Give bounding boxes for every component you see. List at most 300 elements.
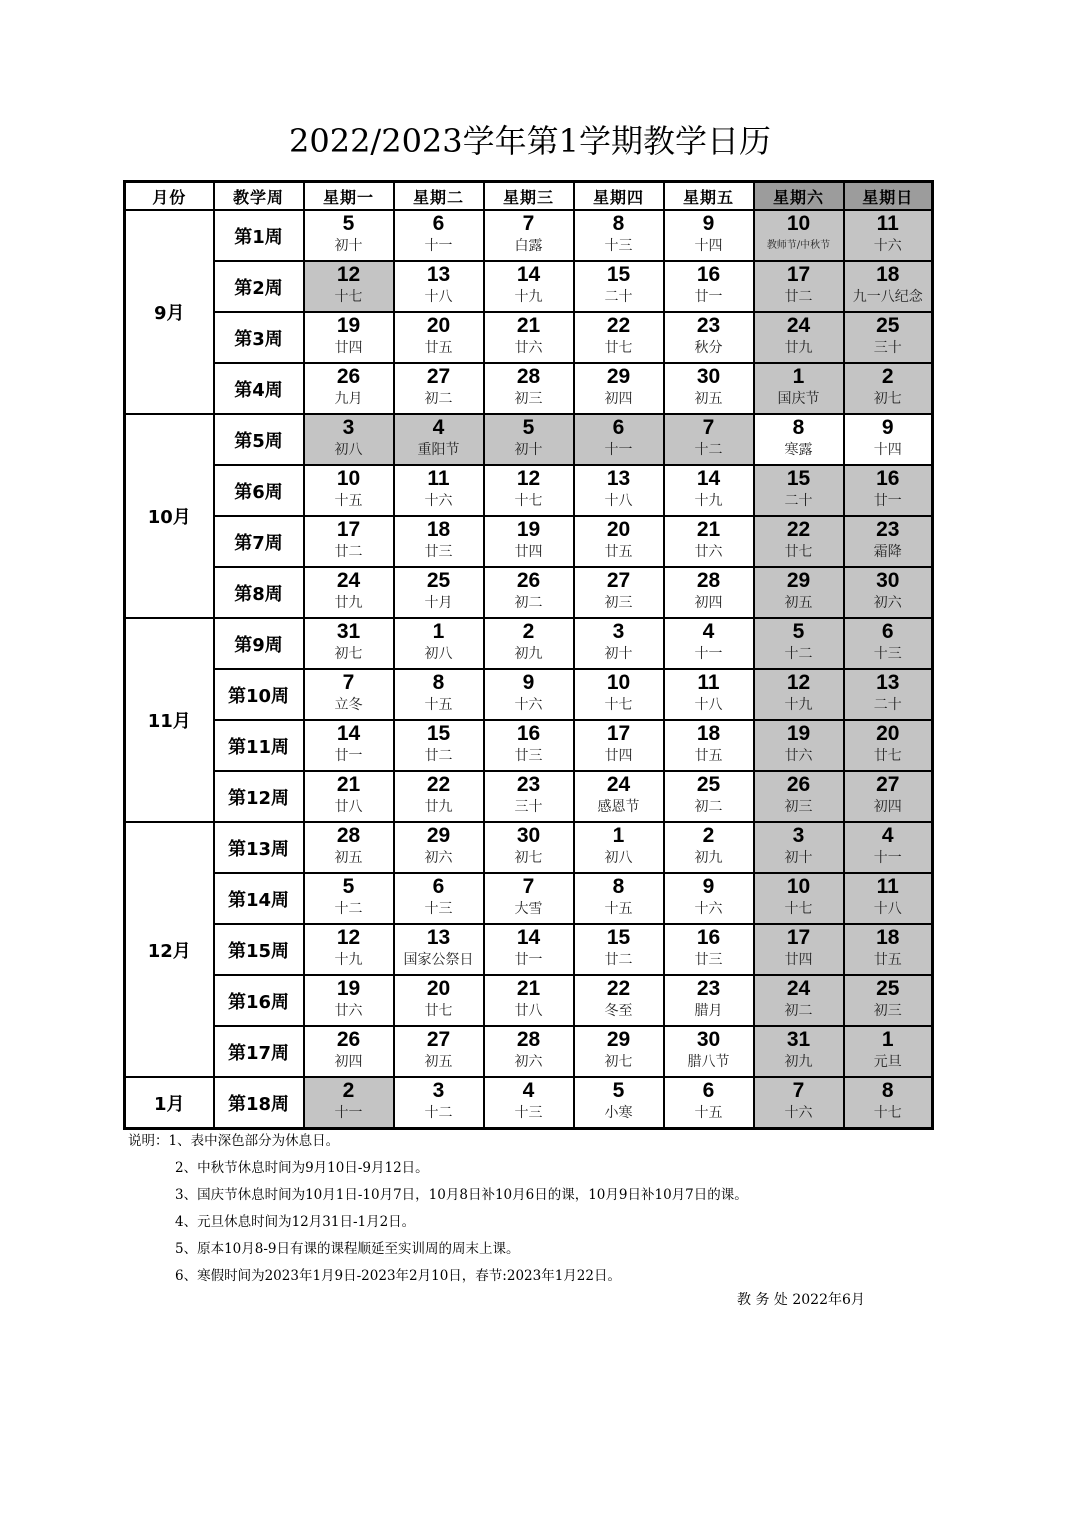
lunar-label: 十八 [873,901,902,917]
day-number: 4 [702,620,715,643]
week-label: 第4周 [214,363,304,414]
day-number: 28 [516,365,541,388]
day-cell [304,669,394,720]
rest-day-cell [754,567,844,618]
day-cell [664,567,754,618]
day-cell [394,771,484,822]
lunar-label: 初十 [784,850,813,866]
day-cell [574,516,664,567]
lunar-label: 十九 [694,493,723,509]
lunar-label: 廿二 [424,748,453,764]
lunar-label: 二十 [784,493,813,509]
day-number: 24 [336,569,361,592]
lunar-label: 十七 [604,697,633,713]
day-number: 18 [696,722,721,745]
rest-day-cell [844,873,933,924]
day-number: 20 [606,518,631,541]
day-cell [304,924,394,975]
note-line: 说明：1、表中深色部分为休息日。 [128,1133,340,1149]
day-cell [844,414,933,465]
lunar-label: 寒露 [784,442,813,458]
lunar-label: 十一 [604,442,633,458]
lunar-label: 廿二 [604,952,633,968]
day-number: 20 [426,977,451,1000]
day-cell [394,1026,484,1077]
rest-day-cell [394,414,484,465]
lunar-label: 廿四 [604,748,633,764]
lunar-label: 十二 [334,901,363,917]
teaching-calendar-table [123,180,934,1130]
week-row [125,516,933,567]
day-number: 23 [516,773,541,796]
day-number: 3 [792,824,805,847]
day-cell [394,669,484,720]
day-cell [754,414,844,465]
day-cell [664,822,754,873]
day-cell [394,465,484,516]
lunar-label: 大雪 [514,901,543,917]
day-cell [664,873,754,924]
day-number: 6 [432,875,445,898]
rest-day-cell [754,720,844,771]
day-number: 31 [336,620,361,643]
day-number: 8 [612,875,625,898]
lunar-label: 霜降 [873,544,902,560]
day-cell [304,975,394,1026]
lunar-label: 立冬 [334,697,363,713]
rest-day-cell [304,1077,394,1129]
day-cell [574,465,664,516]
lunar-label: 初九 [784,1054,813,1070]
header-mon: 星期一 [304,182,394,211]
lunar-label: 二十 [604,289,633,305]
lunar-label: 九一八纪念 [852,289,923,305]
week-label: 第16周 [214,975,304,1026]
week-label: 第10周 [214,669,304,720]
day-cell [304,873,394,924]
lunar-label: 廿一 [334,748,363,764]
lunar-label: 廿三 [514,748,543,764]
day-cell [574,210,664,261]
lunar-label: 廿六 [784,748,813,764]
lunar-label: 初七 [873,391,902,407]
day-number: 20 [876,722,900,745]
day-number: 30 [516,824,541,847]
day-number: 15 [786,467,811,490]
rest-day-cell [754,210,844,261]
lunar-label: 三十 [873,340,902,356]
header-week: 教学周 [214,182,304,211]
week-label: 第17周 [214,1026,304,1077]
lunar-label: 十五 [694,1105,723,1121]
day-number: 29 [606,365,631,388]
day-cell [304,1026,394,1077]
month-cell: 11月 [125,618,214,822]
lunar-label: 十七 [334,289,363,305]
note-line: 5、原本10月8-9日有课的课程顺延至实训周的周末上课。 [175,1241,520,1257]
day-number: 19 [336,977,361,1000]
rest-day-cell [754,618,844,669]
day-cell [664,1026,754,1077]
day-number: 17 [786,263,811,286]
lunar-label: 廿五 [873,952,902,968]
week-row [125,414,933,465]
day-number: 22 [786,518,811,541]
rest-day-cell [664,414,754,465]
rest-day-cell [844,516,933,567]
lunar-label: 廿九 [334,595,363,611]
lunar-label: 十月 [424,595,453,611]
day-number: 23 [876,518,900,541]
day-number: 25 [876,314,900,337]
day-cell [574,771,664,822]
week-row [125,210,933,261]
day-number: 31 [786,1028,811,1051]
day-number: 14 [516,926,541,949]
day-number: 7 [342,671,355,694]
day-number: 16 [696,263,721,286]
day-cell [484,720,574,771]
day-number: 6 [702,1079,715,1102]
lunar-label: 廿七 [873,748,902,764]
day-number: 16 [696,926,721,949]
lunar-label: 十九 [334,952,363,968]
day-number: 20 [426,314,451,337]
rest-day-cell [844,975,933,1026]
week-label: 第7周 [214,516,304,567]
rest-day-cell [844,618,933,669]
day-number: 2 [702,824,715,847]
day-number: 17 [336,518,361,541]
day-cell [304,771,394,822]
week-row [125,873,933,924]
day-cell [484,312,574,363]
week-row [125,771,933,822]
day-number: 26 [516,569,541,592]
week-label: 第1周 [214,210,304,261]
day-number: 24 [786,977,811,1000]
week-label: 第3周 [214,312,304,363]
day-cell [664,363,754,414]
rest-day-cell [754,924,844,975]
lunar-label: 廿七 [604,340,633,356]
day-number: 17 [786,926,811,949]
day-number: 26 [336,1028,361,1051]
week-label: 第14周 [214,873,304,924]
lunar-label: 十二 [694,442,723,458]
day-number: 6 [432,212,445,235]
lunar-label: 初五 [784,595,813,611]
day-number: 28 [516,1028,541,1051]
lunar-label: 廿六 [334,1003,363,1019]
week-row [125,924,933,975]
day-number: 2 [342,1079,355,1102]
week-label: 第2周 [214,261,304,312]
day-number: 30 [696,1028,721,1051]
month-cell: 12月 [125,822,214,1077]
day-number: 2 [522,620,535,643]
lunar-label: 十一 [424,238,453,254]
day-number: 10 [606,671,631,694]
header-tue: 星期二 [394,182,484,211]
lunar-label: 十八 [694,697,723,713]
lunar-label: 十三 [604,238,633,254]
lunar-label: 初三 [604,595,633,611]
lunar-label: 秋分 [694,340,723,356]
day-number: 5 [792,620,805,643]
day-cell [484,1077,574,1129]
lunar-label: 国庆节 [777,391,820,407]
day-cell [304,312,394,363]
day-cell [304,516,394,567]
day-cell [664,465,754,516]
day-number: 16 [516,722,541,745]
day-number: 15 [606,263,631,286]
day-cell [484,873,574,924]
lunar-label: 初四 [694,595,723,611]
day-cell [574,669,664,720]
day-number: 9 [702,212,715,235]
day-number: 22 [606,977,631,1000]
lunar-label: 腊月 [694,1003,723,1019]
day-number: 25 [876,977,900,1000]
day-number: 3 [432,1079,445,1102]
day-number: 13 [876,671,900,694]
lunar-label: 初九 [694,850,723,866]
rest-day-cell [574,414,664,465]
note-line: 4、元旦休息时间为12月31日-1月2日。 [175,1214,416,1230]
rest-day-cell [754,669,844,720]
lunar-label: 十九 [514,289,543,305]
lunar-label: 廿二 [334,544,363,560]
day-number: 4 [522,1079,535,1102]
lunar-label: 廿九 [424,799,453,815]
day-cell [484,465,574,516]
lunar-label: 十三 [424,901,453,917]
rest-day-cell [754,873,844,924]
rest-day-cell [844,924,933,975]
notes [128,1128,748,1290]
lunar-label: 初七 [334,646,363,662]
month-cell: 10月 [125,414,214,618]
lunar-label: 廿六 [694,544,723,560]
day-cell [664,924,754,975]
lunar-label: 国家公祭日 [403,952,474,968]
day-cell [484,261,574,312]
week-row [125,261,933,312]
lunar-label: 十一 [334,1105,363,1121]
lunar-label: 十九 [784,697,813,713]
note-line: 3、国庆节休息时间为10月1日-10月7日，10月8日补10月6日的课，10月9日补10月7日的课。 [175,1187,748,1203]
day-number: 11 [876,875,899,898]
day-cell [394,363,484,414]
day-cell [394,975,484,1026]
day-number: 7 [522,212,535,235]
week-label: 第12周 [214,771,304,822]
month-cell: 1月 [125,1077,214,1129]
day-cell [484,822,574,873]
day-number: 26 [336,365,361,388]
day-number: 11 [427,467,450,490]
signature: 教 务 处 2022年6月 [737,1292,865,1308]
lunar-label: 廿八 [334,799,363,815]
week-label: 第18周 [214,1077,304,1129]
lunar-label: 十二 [784,646,813,662]
day-number: 28 [336,824,361,847]
rest-day-cell [844,312,933,363]
lunar-label: 初八 [604,850,633,866]
lunar-label: 廿四 [514,544,543,560]
day-cell [664,669,754,720]
week-label: 第15周 [214,924,304,975]
header-wed: 星期三 [484,182,574,211]
lunar-label: 十六 [873,238,902,254]
day-number: 27 [426,365,451,388]
lunar-label: 二十 [873,697,902,713]
lunar-label: 腊八节 [687,1054,730,1070]
day-number: 15 [606,926,631,949]
day-number: 21 [696,518,721,541]
day-number: 21 [516,977,541,1000]
rest-day-cell [844,465,933,516]
day-number: 7 [702,416,715,439]
lunar-label: 廿六 [514,340,543,356]
day-number: 7 [522,875,535,898]
lunar-label: 十五 [604,901,633,917]
day-number: 12 [516,467,541,490]
lunar-label: 十四 [873,442,902,458]
lunar-label: 教师节/中秋节 [766,240,831,251]
rest-day-cell [754,516,844,567]
day-number: 10 [786,875,811,898]
lunar-label: 十五 [334,493,363,509]
day-cell [664,771,754,822]
day-number: 14 [336,722,361,745]
week-row [125,1077,933,1129]
day-number: 12 [336,263,361,286]
lunar-label: 十一 [694,646,723,662]
rest-day-cell [754,465,844,516]
day-number: 14 [516,263,541,286]
day-number: 4 [432,416,445,439]
lunar-label: 初三 [514,391,543,407]
day-number: 13 [426,263,451,286]
day-cell [574,822,664,873]
week-label: 第13周 [214,822,304,873]
lunar-label: 廿一 [694,289,723,305]
day-cell [574,567,664,618]
lunar-label: 十二 [424,1105,453,1121]
lunar-label: 廿五 [604,544,633,560]
lunar-label: 初二 [424,391,453,407]
day-number: 5 [342,875,355,898]
lunar-label: 初二 [514,595,543,611]
rest-day-cell [844,771,933,822]
note-line: 2、中秋节休息时间为9月10日-9月12日。 [175,1160,429,1176]
lunar-label: 十六 [424,493,453,509]
rest-day-cell [844,210,933,261]
day-cell [394,720,484,771]
day-number: 5 [342,212,355,235]
day-number: 9 [522,671,535,694]
lunar-label: 廿四 [334,340,363,356]
day-number: 23 [696,314,721,337]
lunar-label: 十六 [784,1105,813,1121]
day-number: 23 [696,977,721,1000]
day-number: 19 [336,314,361,337]
rest-day-cell [754,261,844,312]
day-number: 6 [881,620,894,643]
day-number: 24 [606,773,631,796]
day-cell [484,210,574,261]
day-number: 1 [612,824,625,847]
day-cell [664,261,754,312]
day-number: 29 [426,824,451,847]
lunar-label: 廿四 [784,952,813,968]
day-number: 8 [612,212,625,235]
day-number: 19 [786,722,811,745]
day-cell [394,822,484,873]
lunar-label: 元旦 [873,1054,902,1070]
rest-day-cell [304,414,394,465]
day-number: 15 [426,722,451,745]
day-number: 22 [426,773,451,796]
day-cell [574,720,664,771]
lunar-label: 廿五 [694,748,723,764]
day-cell [484,363,574,414]
lunar-label: 冬至 [604,1003,633,1019]
day-number: 13 [426,926,451,949]
day-cell [484,771,574,822]
day-cell [664,516,754,567]
lunar-label: 廿一 [514,952,543,968]
day-cell [304,720,394,771]
day-number: 25 [696,773,721,796]
lunar-label: 十六 [514,697,543,713]
lunar-label: 初十 [604,646,633,662]
day-number: 19 [516,518,541,541]
lunar-label: 三十 [514,799,543,815]
day-number: 27 [606,569,631,592]
day-number: 12 [336,926,361,949]
day-number: 5 [612,1079,625,1102]
day-number: 29 [606,1028,631,1051]
week-label: 第9周 [214,618,304,669]
day-cell [394,618,484,669]
day-number: 18 [426,518,451,541]
day-number: 11 [697,671,720,694]
lunar-label: 十七 [514,493,543,509]
week-label: 第11周 [214,720,304,771]
day-number: 14 [696,467,721,490]
week-row [125,669,933,720]
day-number: 13 [606,467,631,490]
day-cell [574,618,664,669]
header-sun: 星期日 [844,182,933,211]
day-cell [574,312,664,363]
day-cell [304,822,394,873]
day-cell [484,924,574,975]
day-number: 25 [426,569,451,592]
rest-day-cell [844,720,933,771]
day-cell [394,873,484,924]
day-number: 26 [786,773,811,796]
day-cell [394,924,484,975]
day-number: 1 [792,365,805,388]
day-number: 29 [786,569,811,592]
lunar-label: 廿三 [694,952,723,968]
week-row [125,567,933,618]
